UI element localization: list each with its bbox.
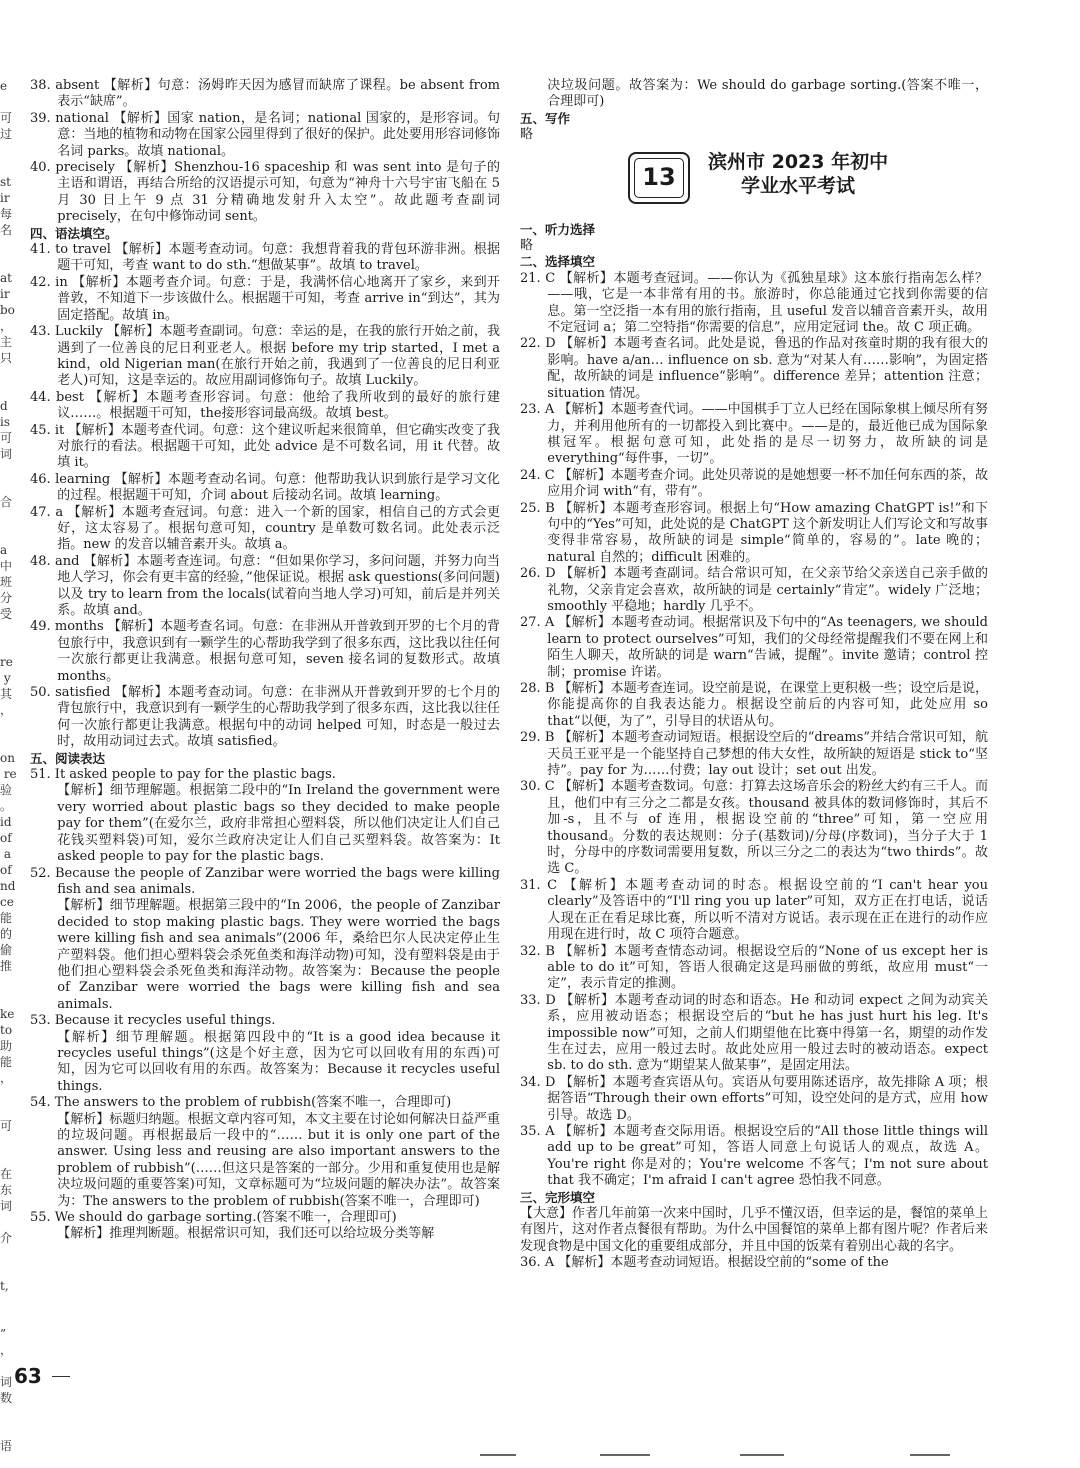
right-column-top (520, 78, 988, 144)
answer-paragraph: 24. C 【解析】本题考查介词。此处贝蒂说的是她想要一杯不加任何东西的茶，故应用介词 with“有，带有”。 (520, 467, 988, 500)
section-heading: 一、听力选择 (520, 221, 596, 237)
answer-paragraph: 51. It asked people to pay for the plastic bags. (30, 767, 336, 783)
answer-paragraph: 45. it 【解析】本题考查代词。句意：这个建议听起来很简单，但它确实改变了我对旅行的看法。根据题干可知，此处 advice 是不可数名词，用 it 代替。故填 it。 (30, 422, 500, 471)
answer-paragraph: 【解析】推理判断题。根据常识可知，我们还可以给垃圾分类等解 (57, 1226, 435, 1242)
left-margin-bleed-text: e 可 过 st ir 每 名 at ir bo ， 主 只 d is 可 词 合 a 中 班 分 受 re y 其 ， on re 验 。 id of a of nd ce 能 的 偷 推 ke to 助 能 ， 可 在 东 词 介 t, ” ， 词 数 语 (0, 79, 17, 1453)
answer-paragraph: 22. D 【解析】本题考查名词。此处是说，鲁迅的作品对孩童时期的我有很大的影响。have a/an… influence on sb. 意为“对某人有……影响”，为固定搭配，故所缺的词是 influence“影响”。difference 差异；attention 注意；situation 情况。 (520, 336, 988, 401)
answer-paragraph: 【大意】作者几年前第一次来中国时，几乎不懂汉语，但幸运的是，餐馆的菜单上有图片，这对作者点餐很有帮助。为什么中国餐馆的菜单上都有图片呢？作者后来发现食物是中国文化的重要组成部分，并且中国的饭菜有着别出心裁的名字。 (520, 1206, 989, 1254)
page-number-dash (52, 1376, 70, 1377)
exam-number-badge: 13 (628, 152, 690, 204)
answer-paragraph: 32. B 【解析】本题考查情态动词。根据设空后的“None of us except her is able to do it”可知，答语人很确定这是玛丽做的剪纸，故应用 must“一定”，表示肯定的推测。 (520, 943, 988, 992)
section-heading: 五、阅读表达 (30, 750, 106, 766)
right-column-body (520, 222, 988, 1272)
answer-paragraph: 34. D 【解析】本题考查宾语从句。宾语从句要用陈述语序，故先排除 A 项；根据答语“Through their own efforts”可知，设空处问的是方式，应用 how 引导。故选 D。 (520, 1074, 988, 1123)
answer-paragraph: 26. D 【解析】本题考查副词。结合常识可知，在父亲节给父亲送自己亲手做的礼物，父亲肯定会喜欢，故所缺的词是 certainly“肯定”。widely 广泛地；smoothly 平稳地；hardly 几乎不。 (520, 566, 988, 614)
answer-paragraph: 50. satisfied 【解析】本题考查动词。句意：在非洲从开普敦到开罗的七个月的背包旅行中，我意识到有一颗学生的心帮助我学到了很多东西，这比我以往任何一次旅行都更让我满意。根据句中的动词 helped 可知，时态是一般过去时，故用动词过去式。故填 satisfied。 (30, 685, 500, 750)
answer-paragraph: 53. Because it recycles useful things. (30, 1013, 276, 1029)
answer-paragraph: 40. precisely 【解析】Shenzhou-16 spaceship 和 was sent into 是句子的主语和谓语，再结合所给的汉语提示可知，句意为“神舟十六号宇宙飞船在 5 月 30 日上午 9 点 31 分精确地发射升入太空”。故此题考查副词 precisely，在句中修饰动词 sent。 (30, 160, 500, 225)
answer-paragraph: 【解析】细节理解题。根据第二段中的“In Ireland the government were very worried about plastic bags so they decided to make people pay for them”(在爱尔兰，政府非常担心塑料袋，所以他们决定让人们自己花钱买塑料袋)可知，爱尔兰政府决定让人们自己买塑料袋。故答案为：It asked people to pay for the plastic bags. (57, 783, 500, 865)
answer-paragraph: 52. Because the people of Zanzibar were worried the bags were killing fish and sea animals. (30, 865, 500, 897)
answer-paragraph: 54. The answers to the problem of rubbish(答案不唯一，合理即可) (30, 1095, 452, 1111)
answer-paragraph: 23. A 【解析】本题考查代词。——中国棋手丁立人已经在国际象棋上倾尽所有努力，并利用他所有的一切都投入到比赛中。——是的，最近他已成为国际象棋冠军。根据句意可知，此处指的是尽一切努力，故所缺的词是 everything“每件事，一切”。 (520, 402, 988, 467)
exam-title-line2: 学业水平考试 (741, 174, 856, 197)
answer-paragraph: 55. We should do garbage sorting.(答案不唯一，合理即可) (30, 1210, 397, 1226)
section-heading: 二、选择填空 (520, 254, 596, 270)
page-number: 63 (14, 1364, 42, 1388)
section-heading: 五、写作 (520, 110, 571, 126)
right-column (520, 78, 988, 1272)
answer-paragraph: 【解析】细节理解题。根据第四段中的“It is a good idea because it recycles useful things”(这是个好主意，因为它可以回收有用的东西)可知，因为它可以回收有用的东西。故答案为：Because it recycles useful things. (57, 1029, 500, 1094)
exam-title (708, 150, 888, 198)
answer-paragraph: 略 (520, 238, 534, 254)
answer-paragraph: 21. C 【解析】本题考查冠词。——你认为《孤独星球》这本旅行指南怎么样？——哦，它是一本非常有用的书。旅游时，你总能通过它找到你需要的信息。第一空泛指一本有用的旅行指南，且 useful 发音以辅音音素开头，故用不定冠词 a；第二空特指“你需要的信息”，应用定冠词 the。故 C 项正确。 (520, 270, 988, 336)
answer-paragraph: 30. C 【解析】本题考查数词。句意：打算去这场音乐会的粉丝大约有三千人。而且，他们中有三分之二都是女孩。thousand 被具体的数词修饰时，其后不加-s，且不与 of 连用，根据设空前的“three”可知，第一空应用 thousand。分数的表达规则：分子(基数词)/分母(序数词)，当分子大于 1 时，分母中的序数词需要用复数，所以三分之二的表达为“two thirds”。故选 C。 (520, 779, 988, 877)
answer-paragraph: 27. A 【解析】本题考查动词。根据常识及下句中的“As teenagers, we should learn to protect ourselves”可知，我们的父母经常提醒我们不要在网上和陌生人聊天，故所缺的词是 warn“告诫，提醒”。invite 邀请；control 控制；promise 许诺。 (520, 615, 988, 680)
answer-paragraph: 【解析】标题归纳题。根据文章内容可知，本文主要在讨论如何解决日益严重的垃圾问题。再根据最后一段中的“…… but it is only one part of the answer. Using less and reusing are also important answers to the problem of rubbish”(……但这只是答案的一部分。少用和重复使用也是解决垃圾问题的重要答案)可知，文章标题可为“垃圾问题的解决办法”。故答案为：The answers to the problem of rubbish(答案不唯一，合理即可) (57, 1111, 500, 1209)
answer-paragraph: 29. B 【解析】本题考查动词短语。根据设空后的“dreams”并结合常识可知，航天员王亚平是一个能坚持自己梦想的伟大女性，故所缺的短语是 stick to“坚持”。pay for 为……付费；lay out 设计；set out 出发。 (520, 730, 988, 779)
answer-paragraph: 43. Luckily 【解析】本题考查副词。句意：幸运的是，在我的旅行开始之前，我遇到了一位善良的尼日利亚老人。根据 before my trip started，I met a kind，old Nigerian man(在旅行开始之前，我遇到了一位善良的尼日利亚老人)可知，这是幸运的。故应用副词修饰句子。故填 Luckily。 (30, 324, 500, 389)
section-heading: 四、语法填空。 (30, 225, 118, 241)
answer-paragraph: 35. A 【解析】本题考查交际用语。根据设空后的“All those little things will add up to be great”可知，答语人同意上句说话人的观点，故选 A。You're right 你是对的；You're welcome 不客气；I'm not sure about that 我不确定；I'm afraid I can't agree 恐怕我不同意。 (520, 1123, 988, 1189)
answer-paragraph: 42. in 【解析】本题考查介词。句意：于是，我满怀信心地离开了家乡，来到开普敦，不知道下一步该做什么。根据题干可知，考查 arrive in“到达”，其为固定搭配。故填 in。 (30, 274, 500, 323)
answer-paragraph: 决垃圾问题。故答案为：We should do garbage sorting.(答案不唯一，合理即可) (547, 78, 988, 110)
answer-paragraph: 28. B 【解析】本题考查连词。设空前是说，在课堂上更积极一些；设空后是说，你能提高你的自我表达能力。根据设空前后的内容可知，此处应用 so that“以便，为了”，引导目的状语从句。 (520, 681, 988, 729)
answer-paragraph: 47. a 【解析】本题考查冠词。句意：进入一个新的国家，相信自己的方式会更好，这太容易了。根据句意可知，country 是单数可数名词。此处表示泛指。new 的发音以辅音素开头。故填 a。 (30, 504, 500, 553)
answer-paragraph: 46. learning 【解析】本题考查动名词。句意：他帮助我认识到旅行是学习文化的过程。根据题干可知，介词 about 后接动名词。故填 learning。 (30, 471, 500, 504)
answer-paragraph: 41. to travel 【解析】本题考查动词。句意：我想背着我的背包环游非洲。根据题干可知，考查 want to do sth.“想做某事”。故填 to travel。 (30, 242, 500, 274)
exam-banner (520, 148, 988, 218)
answer-paragraph: 36. A 【解析】本题考查动词短语。根据设空前的“some of the (520, 1255, 889, 1271)
answer-paragraph: 48. and 【解析】本题考查连词。句意：“但如果你学习，多问问题，并努力向当地人学习，你会有更丰富的经验，”他保证说。根据 ask questions(多问问题)以及 try to learn from the locals(试着向当地人学习)可知，前后是并列关系。故填 and。 (30, 553, 500, 618)
answer-paragraph: 【解析】细节理解题。根据第三段中的“In 2006，the people of Zanzibar decided to stop making plastic bags. They were worried the bags were killing fish and sea animals”(2006 年，桑给巴尔人民决定停止生产塑料袋。他们担心塑料袋会杀死鱼类和海洋动物)可知，没有塑料袋是由于他们担心塑料袋会杀死鱼类和海洋动物。故答案为：Because the people of Zanzibar were worried the bags were killing fish and sea animals. (57, 898, 500, 1012)
answer-paragraph: 25. B 【解析】本题考查形容词。根据上句“How amazing ChatGPT is!”和下句中的“Yes”可知，此处说的是 ChatGPT 这个新发明让人们写论文和写故事变得非常容易，故所缺的词是 simple“简单的，容易的”。late 晚的；natural 自然的；difficult 困难的。 (520, 500, 988, 565)
left-column (30, 78, 500, 1243)
answer-paragraph: 49. months 【解析】本题考查名词。句意：在非洲从开普敦到开罗的七个月的背包旅行中，我意识到有一颗学生的心帮助我学到了很多东西，这比我以往任何一次旅行都更让我满意。根据句意可知，seven 接名词的复数形式。故填 months。 (30, 619, 500, 684)
answer-paragraph: 38. absent 【解析】句意：汤姆昨天因为感冒而缺席了课程。be absent from 表示“缺席”。 (30, 78, 500, 110)
answer-paragraph: 31. C 【解析】本题考查动词的时态。根据设空前的“I can't hear you clearly”及答语中的“I'll ring you up later”可知，双方正在打电话，说话人现在正在看足球比赛，所以听不清对方说话。表示现在正在进行的动作应用现在进行时，故 C 项符合题意。 (520, 877, 988, 943)
answer-paragraph: 39. national 【解析】国家 nation，是名词；national 国家的，是形容词。句意：当地的植物和动物在国家公园里得到了很好的保护。此处要用形容词修饰名词 parks。故填 national。 (30, 110, 500, 159)
exam-title-line1: 滨州市 2023 年初中 (708, 150, 889, 173)
bottom-print-marks (480, 1454, 1080, 1462)
answer-paragraph: 44. best 【解析】本题考查形容词。句意：他给了我所收到的最好的旅行建议……。根据题干可知，the接形容词最高级。故填 best。 (30, 389, 500, 422)
answer-paragraph: 33. D 【解析】本题考查动词的时态和语态。He 和动词 expect 之间为动宾关系，应用被动语态；根据设空后的“but he has just hurt his leg. It's impossible now”可知，之前人们期望他在比赛中得第一名，期望的动作发生在过去，应用一般过去时。故此处应用一般过去时的被动语态。expect sb. to do sth. 意为“期望某人做某事”，是固定用法。 (520, 992, 988, 1074)
answer-paragraph: 略 (520, 127, 534, 143)
section-heading: 三、完形填空 (520, 1189, 596, 1205)
